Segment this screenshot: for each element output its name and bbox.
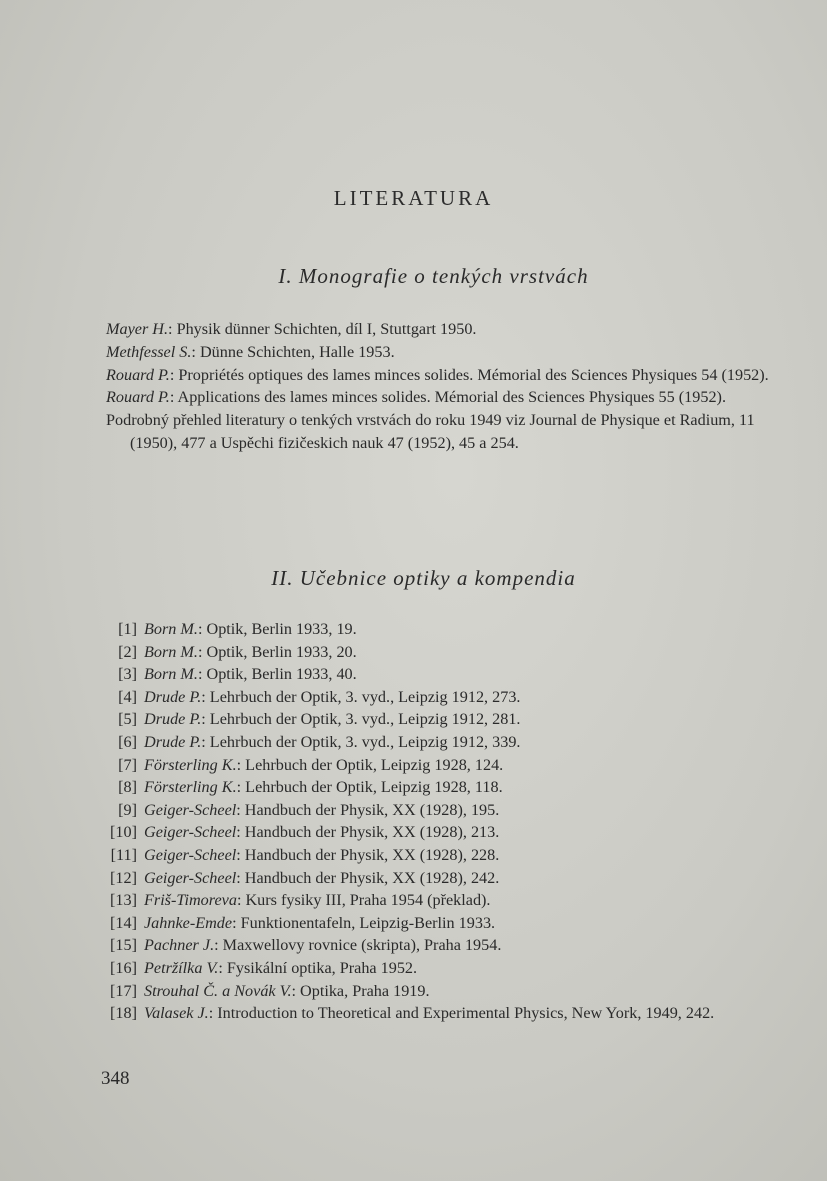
reference-author: Försterling K. (144, 755, 237, 774)
reference-item (100, 776, 776, 799)
reference-author: Geiger-Scheel (144, 868, 237, 887)
page-title: LITERATURA (333, 186, 494, 210)
entry-author: Rouard P. (106, 388, 170, 407)
reference-item (100, 1002, 776, 1025)
list-item (106, 409, 776, 455)
reference-number: [10] (110, 823, 137, 842)
reference-item (100, 934, 776, 957)
reference-item (100, 980, 776, 1003)
list-item (106, 364, 776, 387)
reference-number: [16] (110, 958, 137, 977)
reference-author: Drude P. (144, 687, 202, 706)
reference-text: : Lehrbuch der Optik, Leipzig 1928, 124. (236, 755, 504, 774)
reference-number: [15] (110, 936, 137, 955)
reference-author: Born M. (144, 642, 198, 661)
reference-text: : Maxwellovy rovnice (skripta), Praha 1954. (214, 936, 502, 955)
reference-text: : Lehrbuch der Optik, 3. vyd., Leipzig 1912, 339. (201, 732, 521, 751)
reference-text: : Funktionentafeln, Leipzig-Berlin 1933. (232, 913, 496, 932)
reference-number: [4] (118, 687, 137, 706)
reference-author: Born M. (144, 620, 198, 638)
list-item (106, 318, 776, 341)
reference-text: : Handbuch der Physik, XX (1928), 228. (236, 845, 500, 864)
reference-text: : Introduction to Theoretical and Experimental Physics, New York, 1949, 242. (208, 1004, 715, 1023)
reference-text: : Optik, Berlin 1933, 40. (197, 665, 357, 684)
reference-author: Geiger-Scheel (144, 823, 237, 842)
reference-item (100, 618, 776, 641)
reference-author: Försterling K. (144, 778, 237, 797)
reference-item (100, 957, 776, 980)
reference-number: [6] (118, 732, 137, 751)
reference-number: [14] (110, 913, 137, 932)
reference-item (100, 912, 776, 935)
reference-text: : Lehrbuch der Optik, Leipzig 1928, 118. (236, 778, 503, 797)
monographs-list (106, 318, 776, 455)
reference-author: Drude P. (144, 710, 202, 729)
reference-text: : Kurs fysiky III, Praha 1954 (překlad). (236, 891, 491, 910)
reference-text: : Handbuch der Physik, XX (1928), 242. (236, 868, 500, 887)
references-list (100, 618, 776, 1025)
reference-text: : Optika, Praha 1919. (291, 981, 430, 1000)
reference-number: [9] (118, 800, 137, 819)
reference-number: [11] (110, 845, 137, 864)
reference-text: : Fysikální optika, Praha 1952. (218, 958, 418, 977)
reference-author: Petržílka V. (144, 958, 219, 977)
entry-author: Mayer H. (106, 320, 169, 338)
section-heading-textbooks: II. Učebnice optiky a kompendia (271, 566, 576, 590)
reference-text: : Optik, Berlin 1933, 20. (197, 642, 357, 661)
reference-item (100, 663, 776, 686)
reference-author: Friš-Timoreva (144, 891, 237, 910)
reference-number: [5] (118, 710, 137, 729)
reference-number: [17] (110, 981, 137, 1000)
reference-item (100, 754, 776, 777)
entry-author: Methfessel S. (106, 342, 192, 361)
reference-item (100, 686, 776, 709)
list-item (106, 341, 776, 364)
reference-item (100, 708, 776, 731)
reference-number: [1] (118, 620, 137, 638)
reference-item (100, 889, 776, 912)
reference-text: : Optik, Berlin 1933, 19. (197, 620, 357, 638)
section-heading-monographs: I. Monografie o tenkých vrstvách (278, 264, 589, 288)
reference-author: Drude P. (144, 732, 202, 751)
reference-number: [3] (118, 665, 137, 684)
reference-author: Valasek J. (144, 1004, 209, 1023)
reference-item (100, 799, 776, 822)
page-number: 348 (101, 1068, 130, 1089)
entry-author: Rouard P. (106, 365, 170, 384)
reference-author: Born M. (144, 665, 198, 684)
reference-author: Pachner J. (144, 936, 215, 955)
reference-number: [12] (110, 868, 137, 887)
entry-text: : Propriétés optiques des lames minces solides. Mémorial des Sciences Physiques 54 (1952). (169, 365, 769, 384)
entry-text: : Applications des lames minces solides. Mémorial des Sciences Physiques 55 (1952). (169, 388, 726, 407)
reference-author: Strouhal Č. a Novák V. (144, 981, 292, 1000)
list-item (106, 386, 776, 409)
reference-text: : Lehrbuch der Optik, 3. vyd., Leipzig 1912, 281. (201, 710, 521, 729)
reference-author: Geiger-Scheel (144, 800, 237, 819)
entry-text: Podrobný přehled literatury o tenkých vrstvách do roku 1949 viz Journal de Physique et Radium, 11 (1950), 477 a Uspěchi fizičeskich nauk 47 (1952), 45 a 254. (106, 411, 755, 452)
entry-text: : Physik dünner Schichten, díl I, Stuttgart 1950. (168, 320, 477, 338)
reference-text: : Handbuch der Physik, XX (1928), 195. (236, 800, 500, 819)
reference-author: Geiger-Scheel (144, 845, 237, 864)
reference-text: : Lehrbuch der Optik, 3. vyd., Leipzig 1912, 273. (201, 687, 521, 706)
reference-item (100, 641, 776, 664)
reference-number: [7] (118, 755, 137, 774)
reference-item (100, 867, 776, 890)
entry-text: : Dünne Schichten, Halle 1953. (191, 342, 395, 361)
reference-text: : Handbuch der Physik, XX (1928), 213. (236, 823, 500, 842)
reference-number: [18] (110, 1004, 137, 1023)
reference-number: [8] (118, 778, 137, 797)
reference-number: [13] (110, 891, 137, 910)
reference-item (100, 731, 776, 754)
reference-item (100, 821, 776, 844)
reference-item (100, 844, 776, 867)
reference-author: Jahnke-Emde (144, 913, 233, 932)
reference-number: [2] (118, 642, 137, 661)
